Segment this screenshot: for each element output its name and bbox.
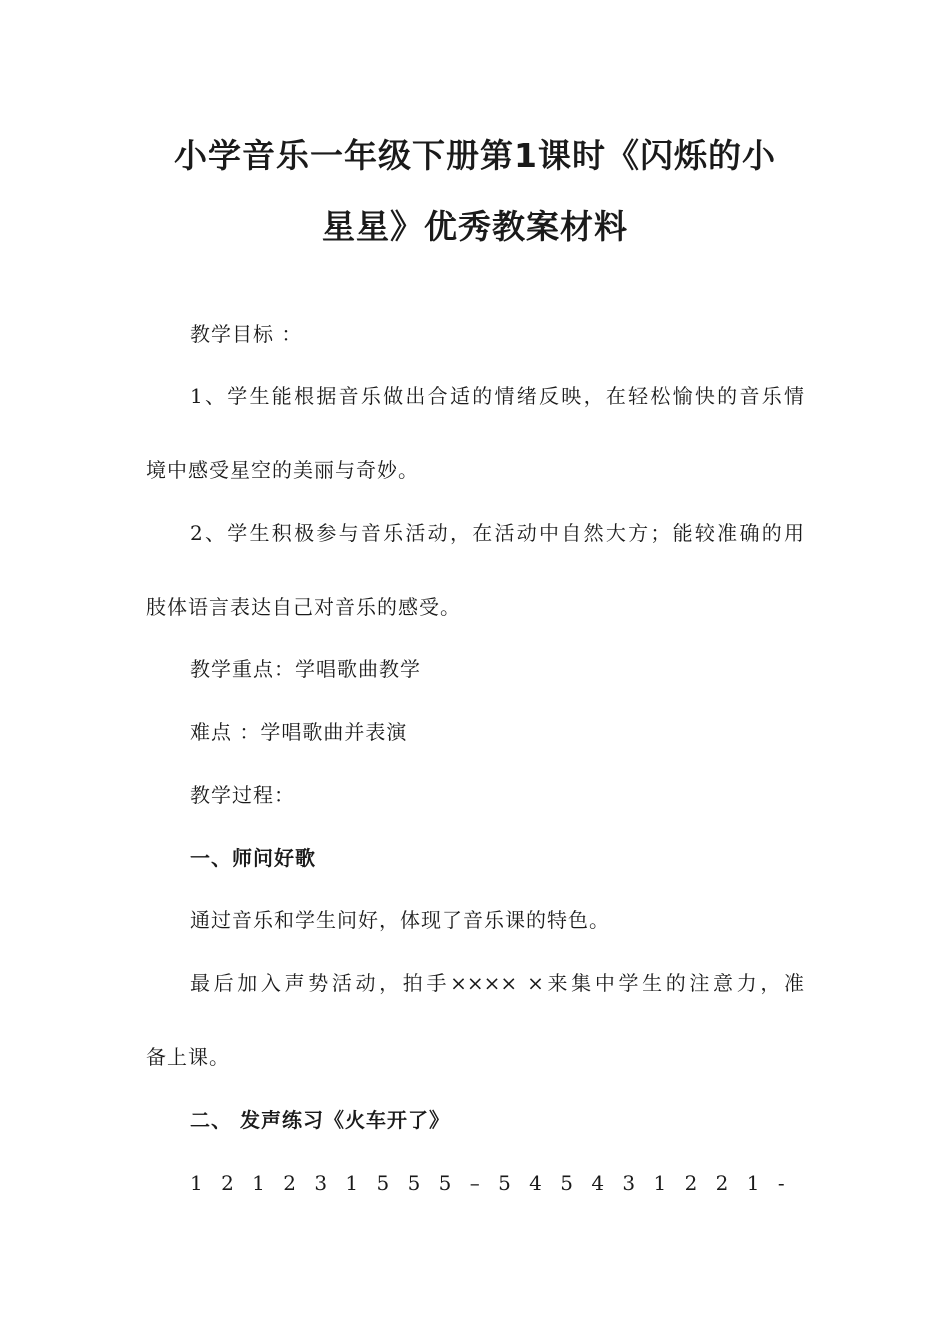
objective-1-line-1: 1、学生能根据音乐做出合适的情绪反映，在轻松愉快的音乐情 (190, 384, 804, 408)
section-1-paragraph-1: 通过音乐和学生问好，体现了音乐课的特色。 (190, 908, 610, 932)
objective-2-line-1: 2、学生积极参与音乐活动，在活动中自然大方；能较准确的用 (190, 521, 804, 545)
section-1-paragraph-2-line-2: 备上课。 (146, 1045, 230, 1069)
teaching-objectives-heading: 教学目标 ： (190, 322, 303, 346)
teaching-focus: 教学重点：学唱歌曲教学 (190, 657, 421, 681)
difficulty: 难点 ：学唱歌曲并表演 (190, 720, 408, 744)
vocal-exercise-notation: 1 2 1 2 3 1 5 5 5 – 5 4 5 4 3 1 2 2 1 - (190, 1171, 791, 1195)
section-1-paragraph-2-line-1: 最后加入声势活动，拍手×××× ×来集中学生的注意力，准 (190, 971, 804, 995)
document-title-line-2: 星星》优秀教案材料 (322, 207, 628, 246)
objective-1-line-2: 境中感受星空的美丽与奇妙。 (146, 458, 419, 482)
document-title-line-1: 小学音乐一年级下册第1课时《闪烁的小 (174, 136, 776, 175)
section-1-heading: 一、师问好歌 (190, 846, 316, 870)
section-2-heading: 二、 发声练习《火车开了》 (190, 1108, 450, 1132)
objective-2-line-2: 肢体语言表达自己对音乐的感受。 (146, 595, 461, 619)
teaching-process-heading: 教学过程： (190, 783, 295, 807)
